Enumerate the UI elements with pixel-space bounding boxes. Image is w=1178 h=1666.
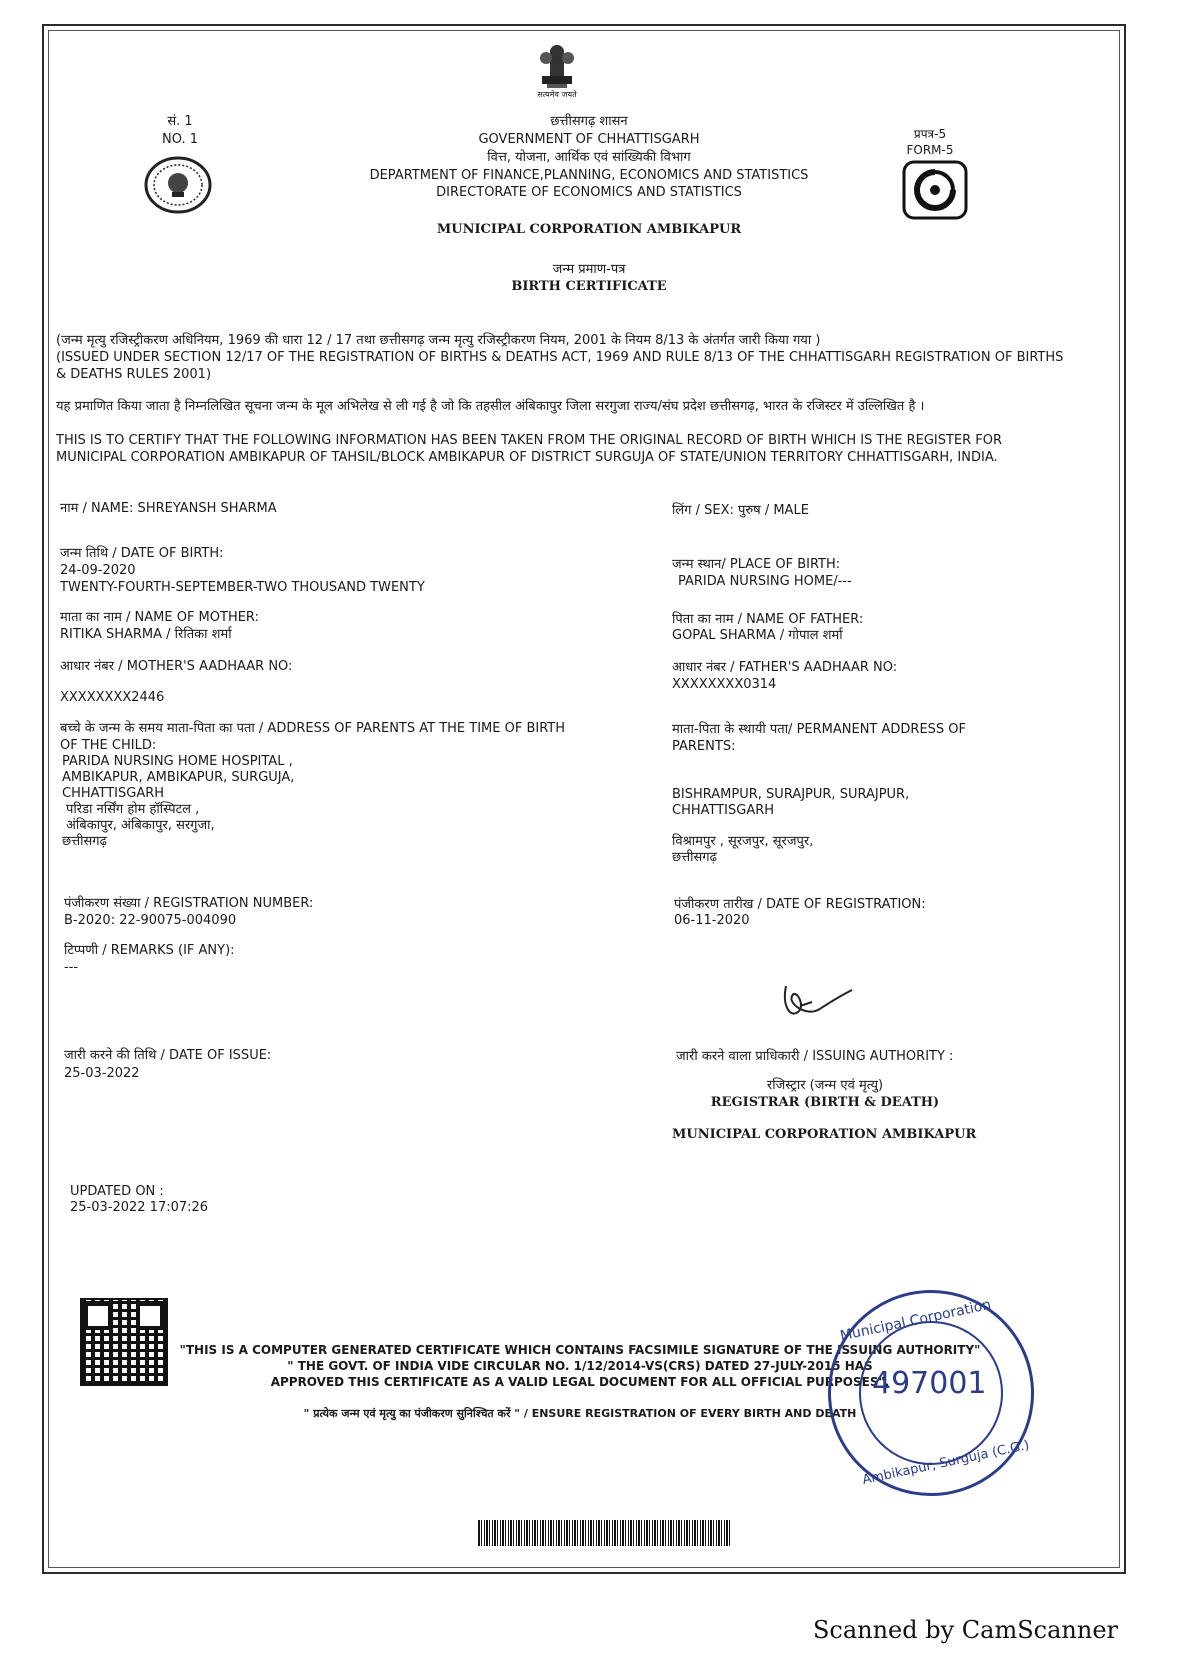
birth-address-label: बच्चे के जन्म के समय माता-पिता का पता / ADDRESS OF PARENTS AT THE TIME OF BIRTH: [60, 721, 566, 736]
permanent-address-label-cont: PARENTS:: [672, 739, 736, 754]
updated-value: 25-03-2022 17:07:26: [70, 1200, 209, 1215]
government-english: GOVERNMENT OF CHHATTISGARH: [478, 132, 700, 147]
father-label: पिता का नाम / NAME OF FATHER:: [672, 612, 864, 627]
birth-address-label-cont: OF THE CHILD:: [60, 738, 157, 753]
pob-label: जन्म स्थान/ PLACE OF BIRTH:: [672, 557, 841, 572]
permanent-address-hindi-line: छत्तीसगढ़: [672, 850, 717, 865]
form-hindi: प्रपत्र-5: [913, 127, 947, 141]
footer-line: APPROVED THIS CERTIFICATE AS A VALID LEGAL DOCUMENT FOR ALL OFFICIAL PURPOSES".: [270, 1375, 890, 1389]
father-aadhaar-value: XXXXXXXX0314: [672, 677, 777, 692]
emblem-caption: सत्यमेव जयते: [537, 90, 577, 99]
dob-words: TWENTY-FOURTH-SEPTEMBER-TWO THOUSAND TWENTY: [60, 580, 425, 595]
number-english: NO. 1: [162, 132, 198, 147]
stamp-bottom-text: Ambikapur, Surguja (C.G.): [861, 1437, 1031, 1488]
issuing-authority-label: जारी करने वाला प्राधिकारी / ISSUING AUTHORITY :: [676, 1049, 954, 1064]
mother-label: माता का नाम / NAME OF MOTHER:: [60, 610, 259, 625]
remarks-value: ---: [64, 960, 79, 975]
registration-date-value: 06-11-2020: [674, 913, 750, 928]
remarks-label: टिप्पणी / REMARKS (IF ANY):: [64, 943, 235, 958]
stamp-top-text: Municipal Corporation: [838, 1296, 993, 1345]
barcode-icon: [478, 1520, 730, 1546]
registrar-english: REGISTRAR (BIRTH & DEATH): [710, 1095, 940, 1110]
footer-line: " THE GOVT. OF INDIA VIDE CIRCULAR NO. 1/12/2014-VS(CRS) DATED 27-JULY-2015 HAS: [287, 1359, 873, 1373]
footer-line: "THIS IS A COMPUTER GENERATED CERTIFICATE WHICH CONTAINS FACSIMILE SIGNATURE OF THE ISSUING AUTHORITY": [179, 1343, 981, 1357]
birth-address-line: AMBIKAPUR, AMBIKAPUR, SURGUJA,: [62, 770, 295, 785]
crs-logo-icon: [902, 160, 968, 220]
sex: लिंग / SEX: पुरुष / MALE: [672, 503, 809, 518]
national-emblem-icon: [532, 44, 582, 96]
permanent-address-line: CHHATTISGARH: [672, 803, 775, 818]
child-name: नाम / NAME: SHREYANSH SHARMA: [60, 501, 277, 516]
government-hindi: छत्तीसगढ़ शासन: [550, 114, 628, 129]
stamp-number: 497001: [872, 1366, 987, 1401]
father-aadhaar-label: आधार नंबर / FATHER'S AADHAAR NO:: [672, 660, 898, 675]
registration-date-label: पंजीकरण तारीख / DATE OF REGISTRATION:: [674, 897, 926, 912]
permanent-address-line: BISHRAMPUR, SURAJPUR, SURAJPUR,: [672, 787, 910, 802]
registration-number-label: पंजीकरण संख्या / REGISTRATION NUMBER:: [64, 896, 314, 911]
dob-value: 24-09-2020: [60, 563, 136, 578]
issue-date-value: 25-03-2022: [64, 1066, 140, 1081]
permanent-address-hindi-line: विश्रामपुर , सूरजपुर, सूरजपुर,: [672, 834, 814, 849]
father-value: GOPAL SHARMA / गोपाल शर्मा: [672, 628, 843, 643]
certify-hindi: यह प्रमाणित किया जाता है निम्नलिखित सूचना जन्म के मूल अभिलेख से ली गई है जो कि तहसील अंबिकापुर जिला सरगुजा राज्य/संघ प्रदेश छत्तीसगढ़, भारत के रजिस्टर में उल्लिखित है ।: [56, 399, 925, 414]
permanent-address-label: माता-पिता के स्थायी पता/ PERMANENT ADDRESS OF: [672, 722, 967, 737]
number-hindi: सं. 1: [167, 114, 193, 129]
form-english: FORM-5: [906, 143, 954, 157]
mother-aadhaar-label: आधार नंबर / MOTHER'S AADHAAR NO:: [60, 659, 293, 674]
municipal-heading: MUNICIPAL CORPORATION AMBIKAPUR: [436, 222, 742, 237]
directorate: DIRECTORATE OF ECONOMICS AND STATISTICS: [436, 185, 742, 200]
cg-government-seal-icon: [144, 156, 212, 214]
pob-value: PARIDA NURSING HOME/---: [678, 574, 852, 589]
registration-number-value: B-2020: 22-90075-004090: [64, 913, 237, 928]
dob-label: जन्म तिथि / DATE OF BIRTH:: [60, 546, 224, 561]
mother-aadhaar-value: XXXXXXXX2446: [60, 690, 165, 705]
birth-address-hindi-line: छत्तीसगढ़: [62, 834, 107, 849]
act-english: (ISSUED UNDER SECTION 12/17 OF THE REGISTRATION OF BIRTHS & DEATHS ACT, 1969 AND RULE 8/13 OF THE CHHATTISGARH REGISTRATION OF BIRTHS & DEATHS RULES 2001): [56, 350, 1064, 382]
birth-address-line: CHHATTISGARH: [62, 786, 165, 801]
birth-address-line: PARIDA NURSING HOME HOSPITAL ,: [62, 754, 293, 769]
department-hindi: वित्त, योजना, आर्थिक एवं सांख्यिकी विभाग: [487, 150, 691, 165]
title-hindi: जन्म प्रमाण-पत्र: [552, 262, 626, 277]
certify-english: THIS IS TO CERTIFY THAT THE FOLLOWING INFORMATION HAS BEEN TAKEN FROM THE ORIGINAL RECORD OF BIRTH WHICH IS THE REGISTER FOR MUNICIPAL CORPORATION AMBIKAPUR OF TAHSIL/BLOCK AMBIKAPUR OF DISTRICT SURGUJA OF STATE/UNION TERRITORY CHHATTISGARH, INDIA.: [56, 433, 1003, 465]
updated-label: UPDATED ON :: [70, 1184, 164, 1199]
birth-address-hindi-line: परिडा नर्सिंग होम हॉस्पिटल ,: [66, 802, 200, 817]
registrar-hindi: रजिस्ट्रार (जन्म एवं मृत्यु): [766, 1078, 884, 1093]
registrar-signature-icon: [776, 966, 858, 1030]
authority-organisation: MUNICIPAL CORPORATION AMBIKAPUR: [672, 1127, 977, 1142]
issue-date-label: जारी करने की तिथि / DATE OF ISSUE:: [64, 1048, 272, 1063]
birth-address-hindi-line: अंबिकापुर, अंबिकापुर, सरगुजा,: [66, 818, 215, 833]
camscanner-watermark: Scanned by CamScanner: [812, 1616, 1118, 1644]
department-english: DEPARTMENT OF FINANCE,PLANNING, ECONOMICS AND STATISTICS: [369, 168, 809, 183]
mother-value: RITIKA SHARMA / रितिका शर्मा: [60, 627, 232, 642]
act-hindi: (जन्म मृत्यु रजिस्ट्रीकरण अधिनियम, 1969 की धारा 12 / 17 तथा छत्तीसगढ़ जन्म मृत्यु रजिस्ट्रीकरण नियम, 2001 के नियम 8/13 के अंतर्गत जारी किया गया ): [56, 333, 821, 348]
footer-slogan: " प्रत्येक जन्म एवं मृत्यु का पंजीकरण सुनिश्चित करें " / ENSURE REGISTRATION OF EVERY BIRTH AND DEATH: [303, 1407, 857, 1420]
title-english: BIRTH CERTIFICATE: [511, 279, 667, 294]
